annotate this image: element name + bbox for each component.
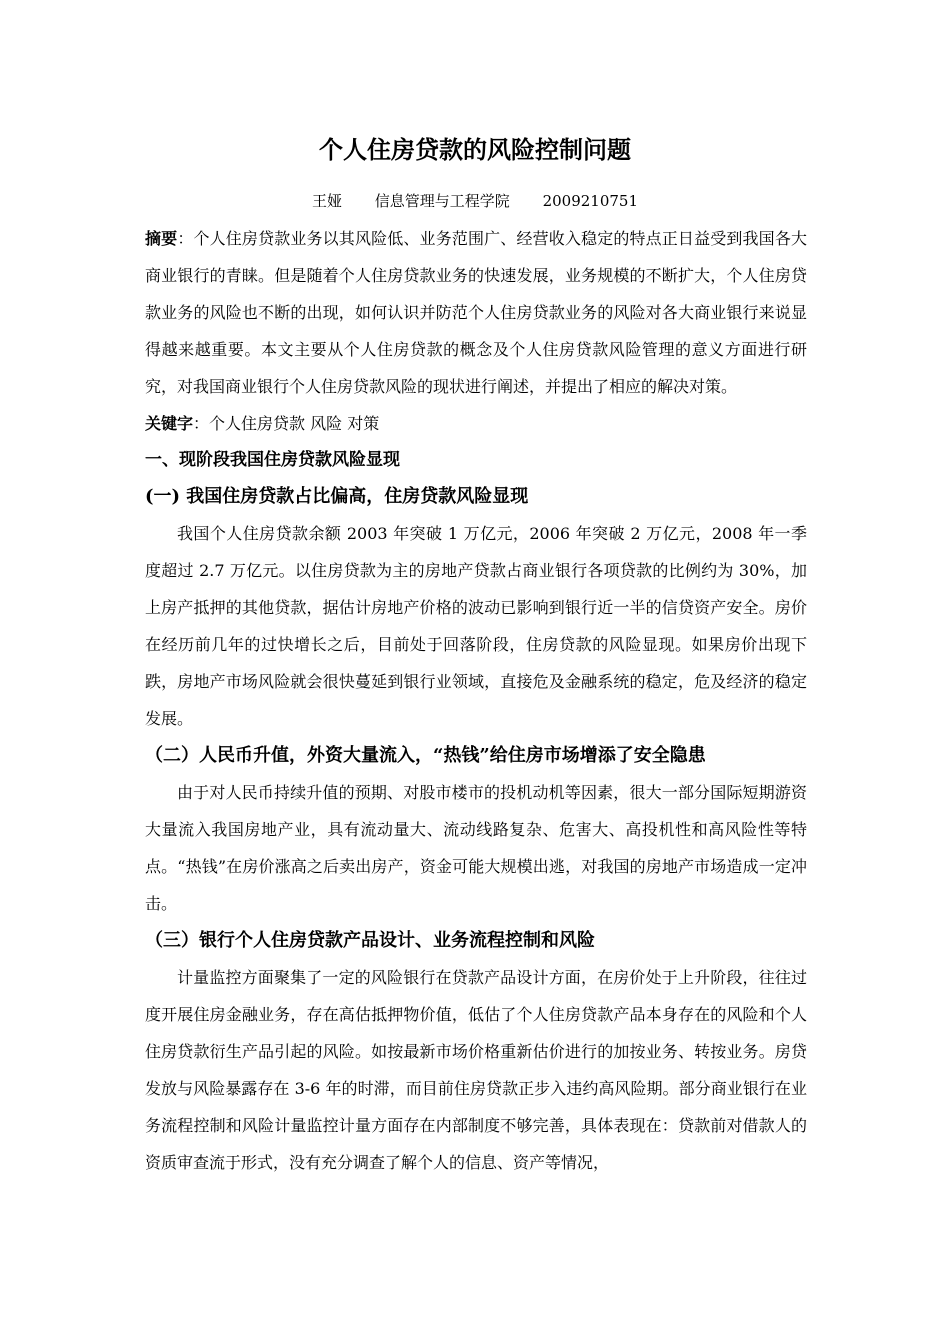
- author-student-id: 2009210751: [542, 192, 639, 210]
- subsection-2-heading: （二）人民币升值，外资大量流入，“热钱”给住房市场增添了安全隐患: [145, 745, 706, 766]
- author-name: 王娅: [311, 192, 342, 210]
- abstract-text: 个人住房贷款业务以其风险低、业务范围广、经营收入稳定的特点正日益受到我国各大商业银行的青睐。但是随着个人住房贷款业务的快速发展，业务规模的不断扩大，个人住房贷款业务的风险也不断的出现，如何认识并防范个人住房贷款业务的风险对各大商业银行来说显得越来越重要。本文主要从个人住房贷款的概念及个人住房贷款风险管理的意义方面进行研究，对我国商业银行个人住房贷款风险的现状进行阐述，并提出了相应的解决对策。: [145, 229, 807, 396]
- section-1-heading: 一、现阶段我国住房贷款风险显现: [145, 450, 400, 470]
- keywords-text: 个人住房贷款 风险 对策: [209, 414, 380, 433]
- subsection-3-heading: （三）银行个人住房贷款产品设计、业务流程控制和风险: [145, 930, 595, 951]
- keywords-label: 关键字: [145, 414, 194, 433]
- author-school: 信息管理与工程学院: [374, 192, 510, 210]
- author-line: [0, 190, 950, 212]
- abstract-paragraph: [145, 220, 807, 405]
- keywords-paragraph: [145, 405, 807, 442]
- subsection-2-paragraph: 由于对人民币持续升值的预期、对股市楼市的投机动机等因素，很大一部分国际短期游资大量流入我国房地产业，具有流动量大、流动线路复杂、危害大、高投机性和高风险性等特点。“热钱”在房价涨高之后卖出房产，资金可能大规模出逃，对我国的房地产市场造成一定冲击。: [145, 783, 807, 913]
- subsection-1-paragraph: 我国个人住房贷款余额 2003 年突破 1 万亿元，2006 年突破 2 万亿元，2008 年一季度超过 2.7 万亿元。以住房贷款为主的房地产贷款占商业银行各项贷款的比例约为 30%，加上房产抵押的其他贷款，据估计房地产价格的波动已影响到银行近一半的信贷资产安全。房价在经历前几年的过快增长之后，目前处于回落阶段，住房贷款的风险显现。如果房价出现下跌，房地产市场风险就会很快蔓延到银行业领域，直接危及金融系统的稳定，危及经济的稳定发展。: [145, 524, 807, 728]
- subsection-1-heading: (一) 我国住房贷款占比偏高，住房贷款风险显现: [145, 486, 529, 507]
- page-title: 个人住房贷款的风险控制问题: [319, 136, 631, 164]
- subsection-3-paragraph: 计量监控方面聚集了一定的风险银行在贷款产品设计方面，在房价处于上升阶段，往往过度开展住房金融业务，存在高估抵押物价值，低估了个人住房贷款产品本身存在的风险和个人住房贷款衍生产品引起的风险。如按最新市场价格重新估价进行的加按业务、转按业务。房贷发放与风险暴露存在 3-6 年的时滞，而目前住房贷款正步入违约高风险期。部分商业银行在业务流程控制和风险计量监控计量方面存在内部制度不够完善，具体表现在：贷款前对借款人的资质审查流于形式，没有充分调查了解个人的信息、资产等情况，: [145, 968, 807, 1172]
- keywords-separator: ：: [193, 414, 210, 433]
- abstract-label: 摘要: [145, 229, 178, 248]
- abstract-separator: ：: [177, 229, 194, 248]
- document-body: [145, 220, 807, 1181]
